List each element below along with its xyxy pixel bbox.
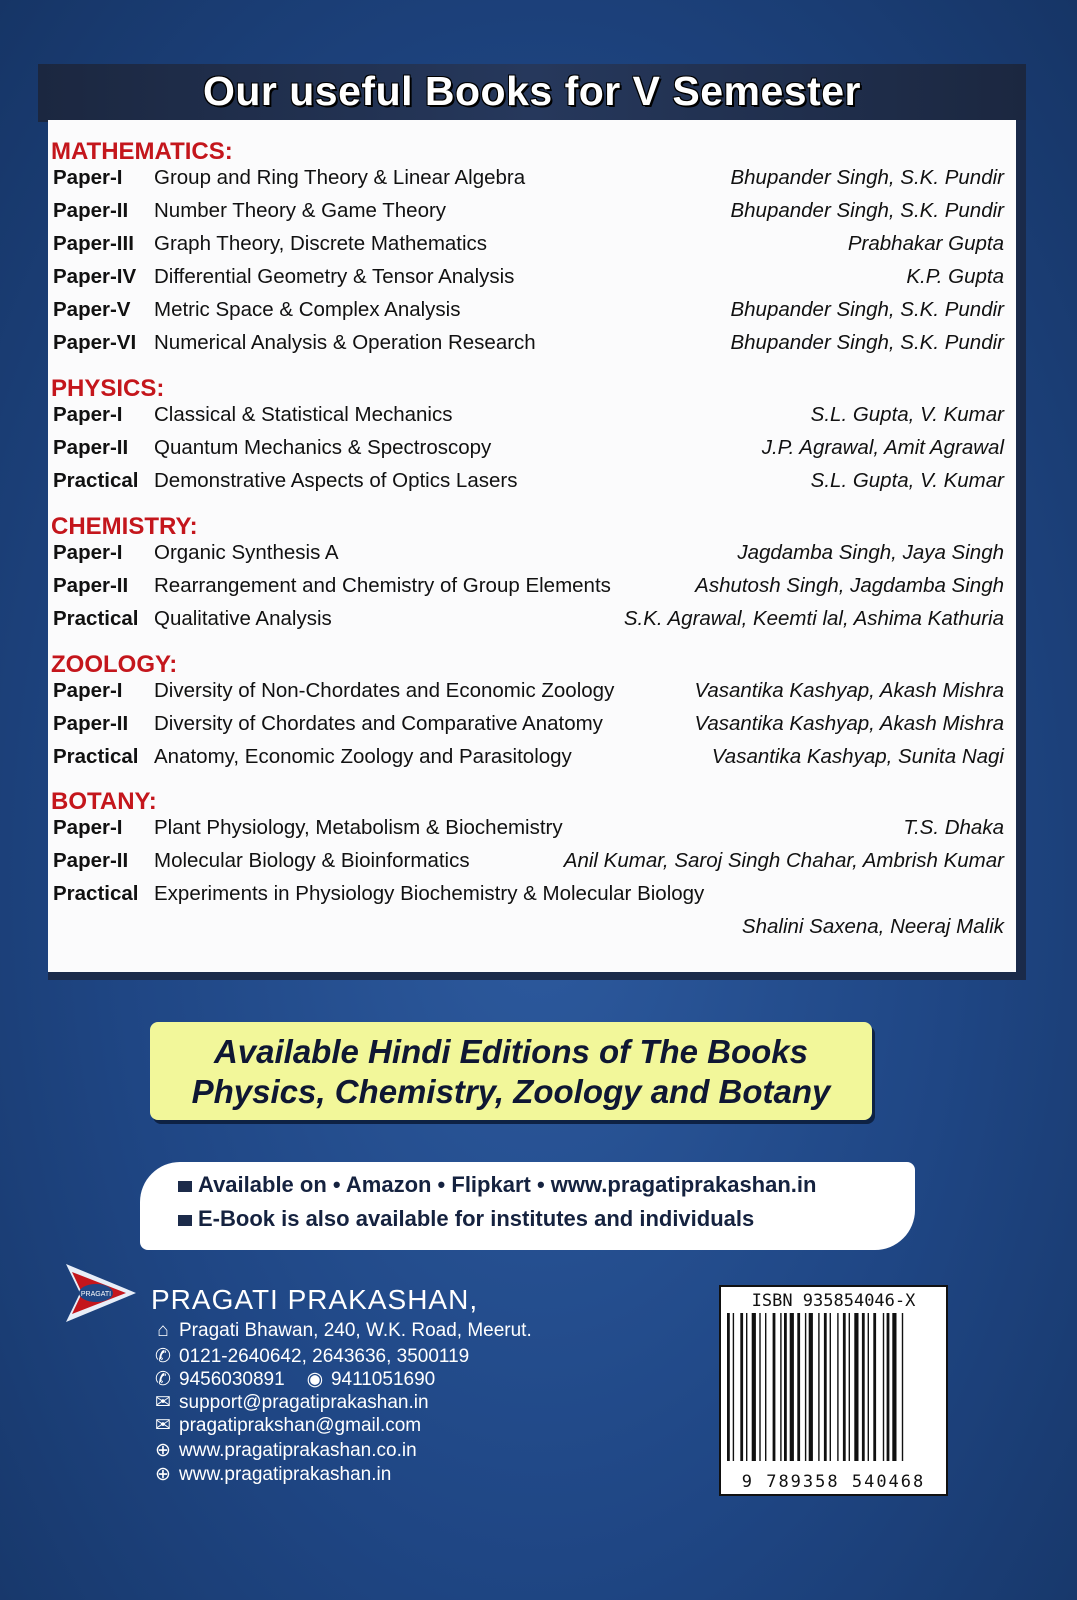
- availability-box: [140, 1162, 915, 1250]
- barcode-bar: [818, 1313, 819, 1461]
- barcode-bar: [809, 1313, 813, 1461]
- book-row: [48, 849, 1016, 882]
- book-paper: Paper-II: [53, 712, 129, 735]
- book-paper: Paper-II: [53, 849, 129, 872]
- barcode-bar: [873, 1313, 876, 1461]
- book-paper: Paper-V: [53, 298, 131, 321]
- barcode-bar: [759, 1313, 760, 1461]
- book-author: S.K. Agrawal, Keemti lal, Ashima Kathuria: [623, 607, 1004, 630]
- book-title: Rearrangement and Chemistry of Group Elements: [154, 574, 611, 597]
- book-row: [48, 199, 1016, 232]
- book-title: Diversity of Non-Chordates and Economic Zoology: [154, 679, 615, 702]
- barcode-number: 9 789358 540468: [741, 1472, 926, 1492]
- section-title: ZOOLOGY:: [51, 651, 178, 678]
- globe-icon: ⊕: [155, 1440, 171, 1461]
- book-paper: Practical: [53, 607, 139, 630]
- book-row: [48, 265, 1016, 298]
- ebook-line: [178, 1206, 754, 1232]
- book-paper: Paper-III: [53, 232, 134, 255]
- email-text-1[interactable]: support@pragatiprakashan.in: [179, 1392, 429, 1413]
- barcode-bar: [830, 1313, 831, 1461]
- book-paper: Paper-IV: [53, 265, 137, 288]
- book-author: T.S. Dhaka: [903, 816, 1004, 839]
- book-author: Bhupander Singh, S.K. Pundir: [730, 331, 1004, 354]
- book-title: Experiments in Physiology Biochemistry & Molecular Biology: [154, 882, 705, 905]
- book-title: Demonstrative Aspects of Optics Lasers: [154, 469, 518, 492]
- book-row: [48, 403, 1016, 436]
- book-title: Diversity of Chordates and Comparative Anatomy: [154, 712, 603, 735]
- web-text-2[interactable]: www.pragatiprakashan.in: [179, 1464, 392, 1485]
- web-text-1[interactable]: www.pragatiprakashan.co.in: [179, 1440, 417, 1461]
- book-author: S.L. Gupta, V. Kumar: [810, 403, 1004, 426]
- whatsapp-text: 9411051690: [330, 1369, 436, 1390]
- mobile-line: [152, 1368, 435, 1391]
- book-title: Qualitative Analysis: [154, 607, 332, 630]
- book-row: [48, 541, 1016, 574]
- barcode-bar: [790, 1313, 794, 1461]
- barcode-bar: [805, 1313, 806, 1461]
- book-row: [48, 679, 1016, 712]
- hindi-line-2: Physics, Chemistry, Zoology and Botany: [191, 1073, 831, 1110]
- book-row: [48, 574, 1016, 607]
- barcode-bar: [740, 1313, 743, 1461]
- book-title: Number Theory & Game Theory: [154, 199, 447, 222]
- book-paper: Practical: [53, 882, 139, 905]
- logo-text: PRAGATI: [80, 1291, 112, 1298]
- isbn-barcode: [719, 1285, 948, 1496]
- web-line-2: [152, 1463, 391, 1486]
- barcode-bar: [733, 1313, 734, 1461]
- book-row: [48, 436, 1016, 469]
- book-paper: Paper-II: [53, 199, 129, 222]
- book-author: Ashutosh Singh, Jagdamba Singh: [695, 574, 1004, 597]
- book-row: [48, 816, 1016, 849]
- mobile-text: 9456030891: [179, 1369, 285, 1390]
- book-row: [48, 915, 1016, 948]
- book-author: Vasantika Kashyap, Akash Mishra: [694, 712, 1004, 735]
- book-author: Vasantika Kashyap, Sunita Nagi: [711, 745, 1004, 768]
- book-author: K.P. Gupta: [906, 265, 1004, 288]
- barcode-bar: [883, 1313, 884, 1461]
- email-line-1: [152, 1391, 429, 1414]
- book-paper: Paper-VI: [53, 331, 137, 354]
- address-line: [152, 1320, 532, 1342]
- book-author: Vasantika Kashyap, Akash Mishra: [694, 679, 1004, 702]
- barcode-bar: [837, 1313, 838, 1461]
- email-line-2: [152, 1414, 421, 1437]
- book-paper: Practical: [53, 745, 139, 768]
- book-paper: Paper-I: [53, 541, 123, 564]
- phone-line: [152, 1345, 469, 1368]
- book-author: S.L. Gupta, V. Kumar: [810, 469, 1004, 492]
- book-paper: Paper-I: [53, 679, 123, 702]
- barcode-bar: [854, 1313, 858, 1461]
- book-paper: Paper-I: [53, 816, 123, 839]
- email-icon: ✉: [155, 1392, 171, 1413]
- book-paper: Practical: [53, 469, 139, 492]
- book-title: Anatomy, Economic Zoology and Parasitology: [154, 745, 572, 768]
- barcode-bar: [902, 1313, 903, 1461]
- book-title: Numerical Analysis & Operation Research: [154, 331, 536, 354]
- section-title: MATHEMATICS:: [51, 138, 233, 165]
- book-row: [48, 298, 1016, 331]
- barcode-bar: [849, 1313, 850, 1461]
- book-author: Prabhakar Gupta: [847, 232, 1004, 255]
- availability-text: Available on • Amazon • Flipkart • www.pragatiprakashan.in: [198, 1172, 817, 1197]
- barcode-bar: [892, 1313, 896, 1461]
- book-paper: Paper-II: [53, 574, 129, 597]
- phone-icon: ✆: [155, 1369, 171, 1390]
- book-title: Differential Geometry & Tensor Analysis: [154, 265, 515, 288]
- phone-text: 0121-2640642, 2643636, 3500119: [179, 1346, 470, 1367]
- home-icon: ⌂: [157, 1320, 169, 1341]
- page-title: Our useful Books for V Semester: [202, 68, 861, 114]
- book-author: Bhupander Singh, S.K. Pundir: [730, 199, 1004, 222]
- book-title: Molecular Biology & Bioinformatics: [154, 849, 470, 872]
- barcode-bar: [824, 1313, 827, 1461]
- bullet-square-icon: [178, 1181, 192, 1192]
- book-title: Organic Synthesis A: [154, 541, 339, 564]
- hindi-editions-box: [150, 1022, 872, 1120]
- book-row: [48, 166, 1016, 199]
- email-icon: ✉: [155, 1415, 171, 1436]
- book-row: [48, 331, 1016, 364]
- whatsapp-icon: ◉: [306, 1369, 324, 1390]
- section-title: CHEMISTRY:: [51, 513, 198, 540]
- book-row: [48, 712, 1016, 745]
- book-title: Graph Theory, Discrete Mathematics: [154, 232, 488, 255]
- book-author: J.P. Agrawal, Amit Agrawal: [761, 436, 1004, 459]
- barcode-bar: [752, 1313, 756, 1461]
- book-title: Quantum Mechanics & Spectroscopy: [154, 436, 492, 459]
- book-title: Classical & Statistical Mechanics: [154, 403, 453, 426]
- section-title: PHYSICS:: [51, 375, 165, 402]
- barcode-bar: [843, 1313, 846, 1461]
- publisher-name: PRAGATI PRAKASHAN,: [151, 1284, 479, 1315]
- ebook-text: E-Book is also available for institutes and individuals: [198, 1206, 755, 1231]
- globe-icon: ⊕: [155, 1464, 171, 1485]
- barcode-bar: [746, 1313, 747, 1461]
- book-title: Plant Physiology, Metabolism & Biochemistry: [154, 816, 563, 839]
- barcode-bar: [868, 1313, 869, 1461]
- isbn-label: ISBN 935854046-X: [751, 1291, 916, 1311]
- barcode-bar: [727, 1313, 730, 1461]
- barcode-bar: [773, 1313, 776, 1461]
- book-row: [48, 882, 1016, 915]
- book-paper: Paper-II: [53, 436, 129, 459]
- book-title: Metric Space & Complex Analysis: [154, 298, 461, 321]
- barcode-bar: [887, 1313, 890, 1461]
- book-author: Shalini Saxena, Neeraj Malik: [741, 915, 1004, 938]
- book-author: Anil Kumar, Saroj Singh Chahar, Ambrish Kumar: [563, 849, 1004, 872]
- book-paper: Paper-I: [53, 403, 123, 426]
- book-row: [48, 607, 1016, 640]
- book-author: Bhupander Singh, S.K. Pundir: [730, 166, 1004, 189]
- book-row: [48, 745, 1016, 778]
- book-row: [48, 232, 1016, 265]
- barcode-bar: [765, 1313, 766, 1461]
- hindi-line-1: Available Hindi Editions of The Books: [213, 1033, 809, 1070]
- web-line-1: [152, 1439, 417, 1462]
- availability-line: [178, 1172, 816, 1198]
- book-author: Bhupander Singh, S.K. Pundir: [730, 298, 1004, 321]
- phone-icon: ✆: [155, 1346, 171, 1367]
- barcode-bar: [780, 1313, 781, 1461]
- address-text: Pragati Bhawan, 240, W.K. Road, Meerut.: [179, 1320, 532, 1341]
- barcode-bar: [784, 1313, 787, 1461]
- email-text-2[interactable]: pragatiprakshan@gmail.com: [179, 1415, 422, 1436]
- barcode-bar: [862, 1313, 865, 1461]
- book-author: Jagdamba Singh, Jaya Singh: [737, 541, 1004, 564]
- bullet-square-icon: [178, 1215, 192, 1226]
- book-title: Group and Ring Theory & Linear Algebra: [154, 166, 526, 189]
- section-title: BOTANY:: [51, 788, 157, 815]
- header-band: [38, 64, 1026, 122]
- barcode-bar: [797, 1313, 800, 1461]
- book-row: [48, 469, 1016, 502]
- barcode-bars: [721, 1313, 946, 1473]
- publisher-logo: [66, 1264, 136, 1322]
- book-paper: Paper-I: [53, 166, 123, 189]
- book-list-panel: [48, 120, 1026, 980]
